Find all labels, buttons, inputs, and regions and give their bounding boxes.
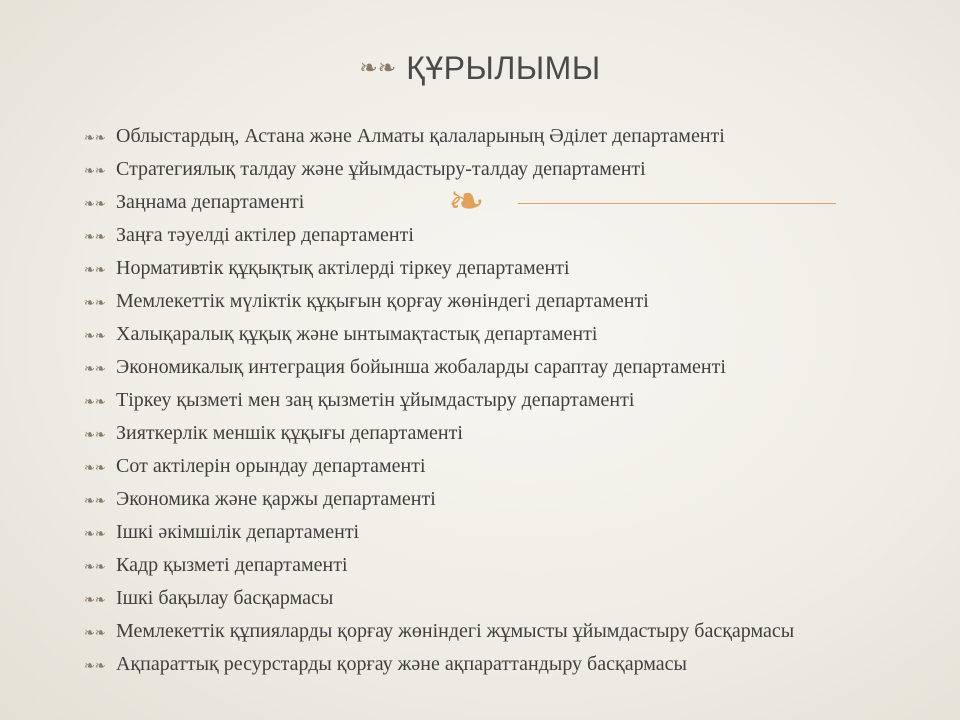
double-scroll-bullet-icon: ❧❧ [84,263,106,278]
double-scroll-bullet-icon: ❧❧ [84,131,106,146]
double-scroll-bullet-icon: ❧❧ [84,626,106,641]
double-scroll-bullet-icon: ❧❧ [84,296,106,311]
list-item [84,520,884,547]
list-item-text: Экономика және қаржы департаменті [116,488,436,510]
double-scroll-bullet-icon: ❧❧ [84,197,106,212]
list-item-text: Зияткерлік меншік құқығы департаменті [116,422,463,444]
list-item-text: Мемлекеттік мүліктік құқығын қорғау жөніндегі департаменті [116,290,649,312]
title-row [0,50,960,87]
list-item [84,487,884,514]
double-scroll-bullet-icon: ❧❧ [84,428,106,443]
double-scroll-bullet-icon: ❧❧ [359,56,397,81]
list-item [84,223,884,250]
slide-title: ҚҰРЫЛЫМЫ [406,50,601,86]
list-item [84,652,884,679]
list-item [84,289,884,316]
list-item [84,190,884,217]
decorative-scroll-ornament-icon: ❧ [448,176,485,227]
list-item [84,322,884,349]
list-item [84,421,884,448]
list-item [84,619,884,646]
list-item-text: Нормативтік құқықтық актілерді тіркеу департаменті [116,257,570,279]
list-item-text: Мемлекеттік құпияларды қорғау жөніндегі жұмысты ұйымдастыру басқармасы [116,620,795,642]
list-item [84,355,884,382]
list-item-text: Ішкі әкімшілік департаменті [116,521,360,543]
double-scroll-bullet-icon: ❧❧ [84,230,106,245]
list-item [84,454,884,481]
list-item-text: Облыстардың, Астана және Алматы қалаларының Әділет департаменті [116,125,725,147]
double-scroll-bullet-icon: ❧❧ [84,560,106,575]
list-item-text: Халықаралық құқық және ынтымақтастық департаменті [116,323,598,345]
list-item [84,157,884,184]
double-scroll-bullet-icon: ❧❧ [84,164,106,179]
double-scroll-bullet-icon: ❧❧ [84,395,106,410]
list-item [84,388,884,415]
list-item-text: Заңға тәуелді актілер департаменті [116,224,414,246]
list-item-text: Кадр қызметі департаменті [116,554,348,576]
list-item [84,256,884,283]
list-item [84,586,884,613]
list-item [84,553,884,580]
double-scroll-bullet-icon: ❧❧ [84,329,106,344]
list-item-text: Экономикалық интеграция бойынша жобаларды сараптау департаменті [116,356,726,378]
list-item-text: Заңнама департаменті [116,191,305,213]
double-scroll-bullet-icon: ❧❧ [84,659,106,674]
list-item [84,124,884,151]
list-item-text: Стратегиялық талдау және ұйымдастыру-талдау департаменті [116,158,646,180]
list-item-text: Сот актілерін орындау департаменті [116,455,426,477]
list-item-text: Ішкі бақылау басқармасы [116,587,334,609]
department-list [84,124,884,685]
double-scroll-bullet-icon: ❧❧ [84,527,106,542]
double-scroll-bullet-icon: ❧❧ [84,593,106,608]
double-scroll-bullet-icon: ❧❧ [84,362,106,377]
double-scroll-bullet-icon: ❧❧ [84,461,106,476]
list-item-text: Тіркеу қызметі мен заң қызметін ұйымдастыру департаменті [116,389,635,411]
list-item-text: Ақпараттық ресурстарды қорғау және ақпараттандыру басқармасы [116,653,687,675]
double-scroll-bullet-icon: ❧❧ [84,494,106,509]
